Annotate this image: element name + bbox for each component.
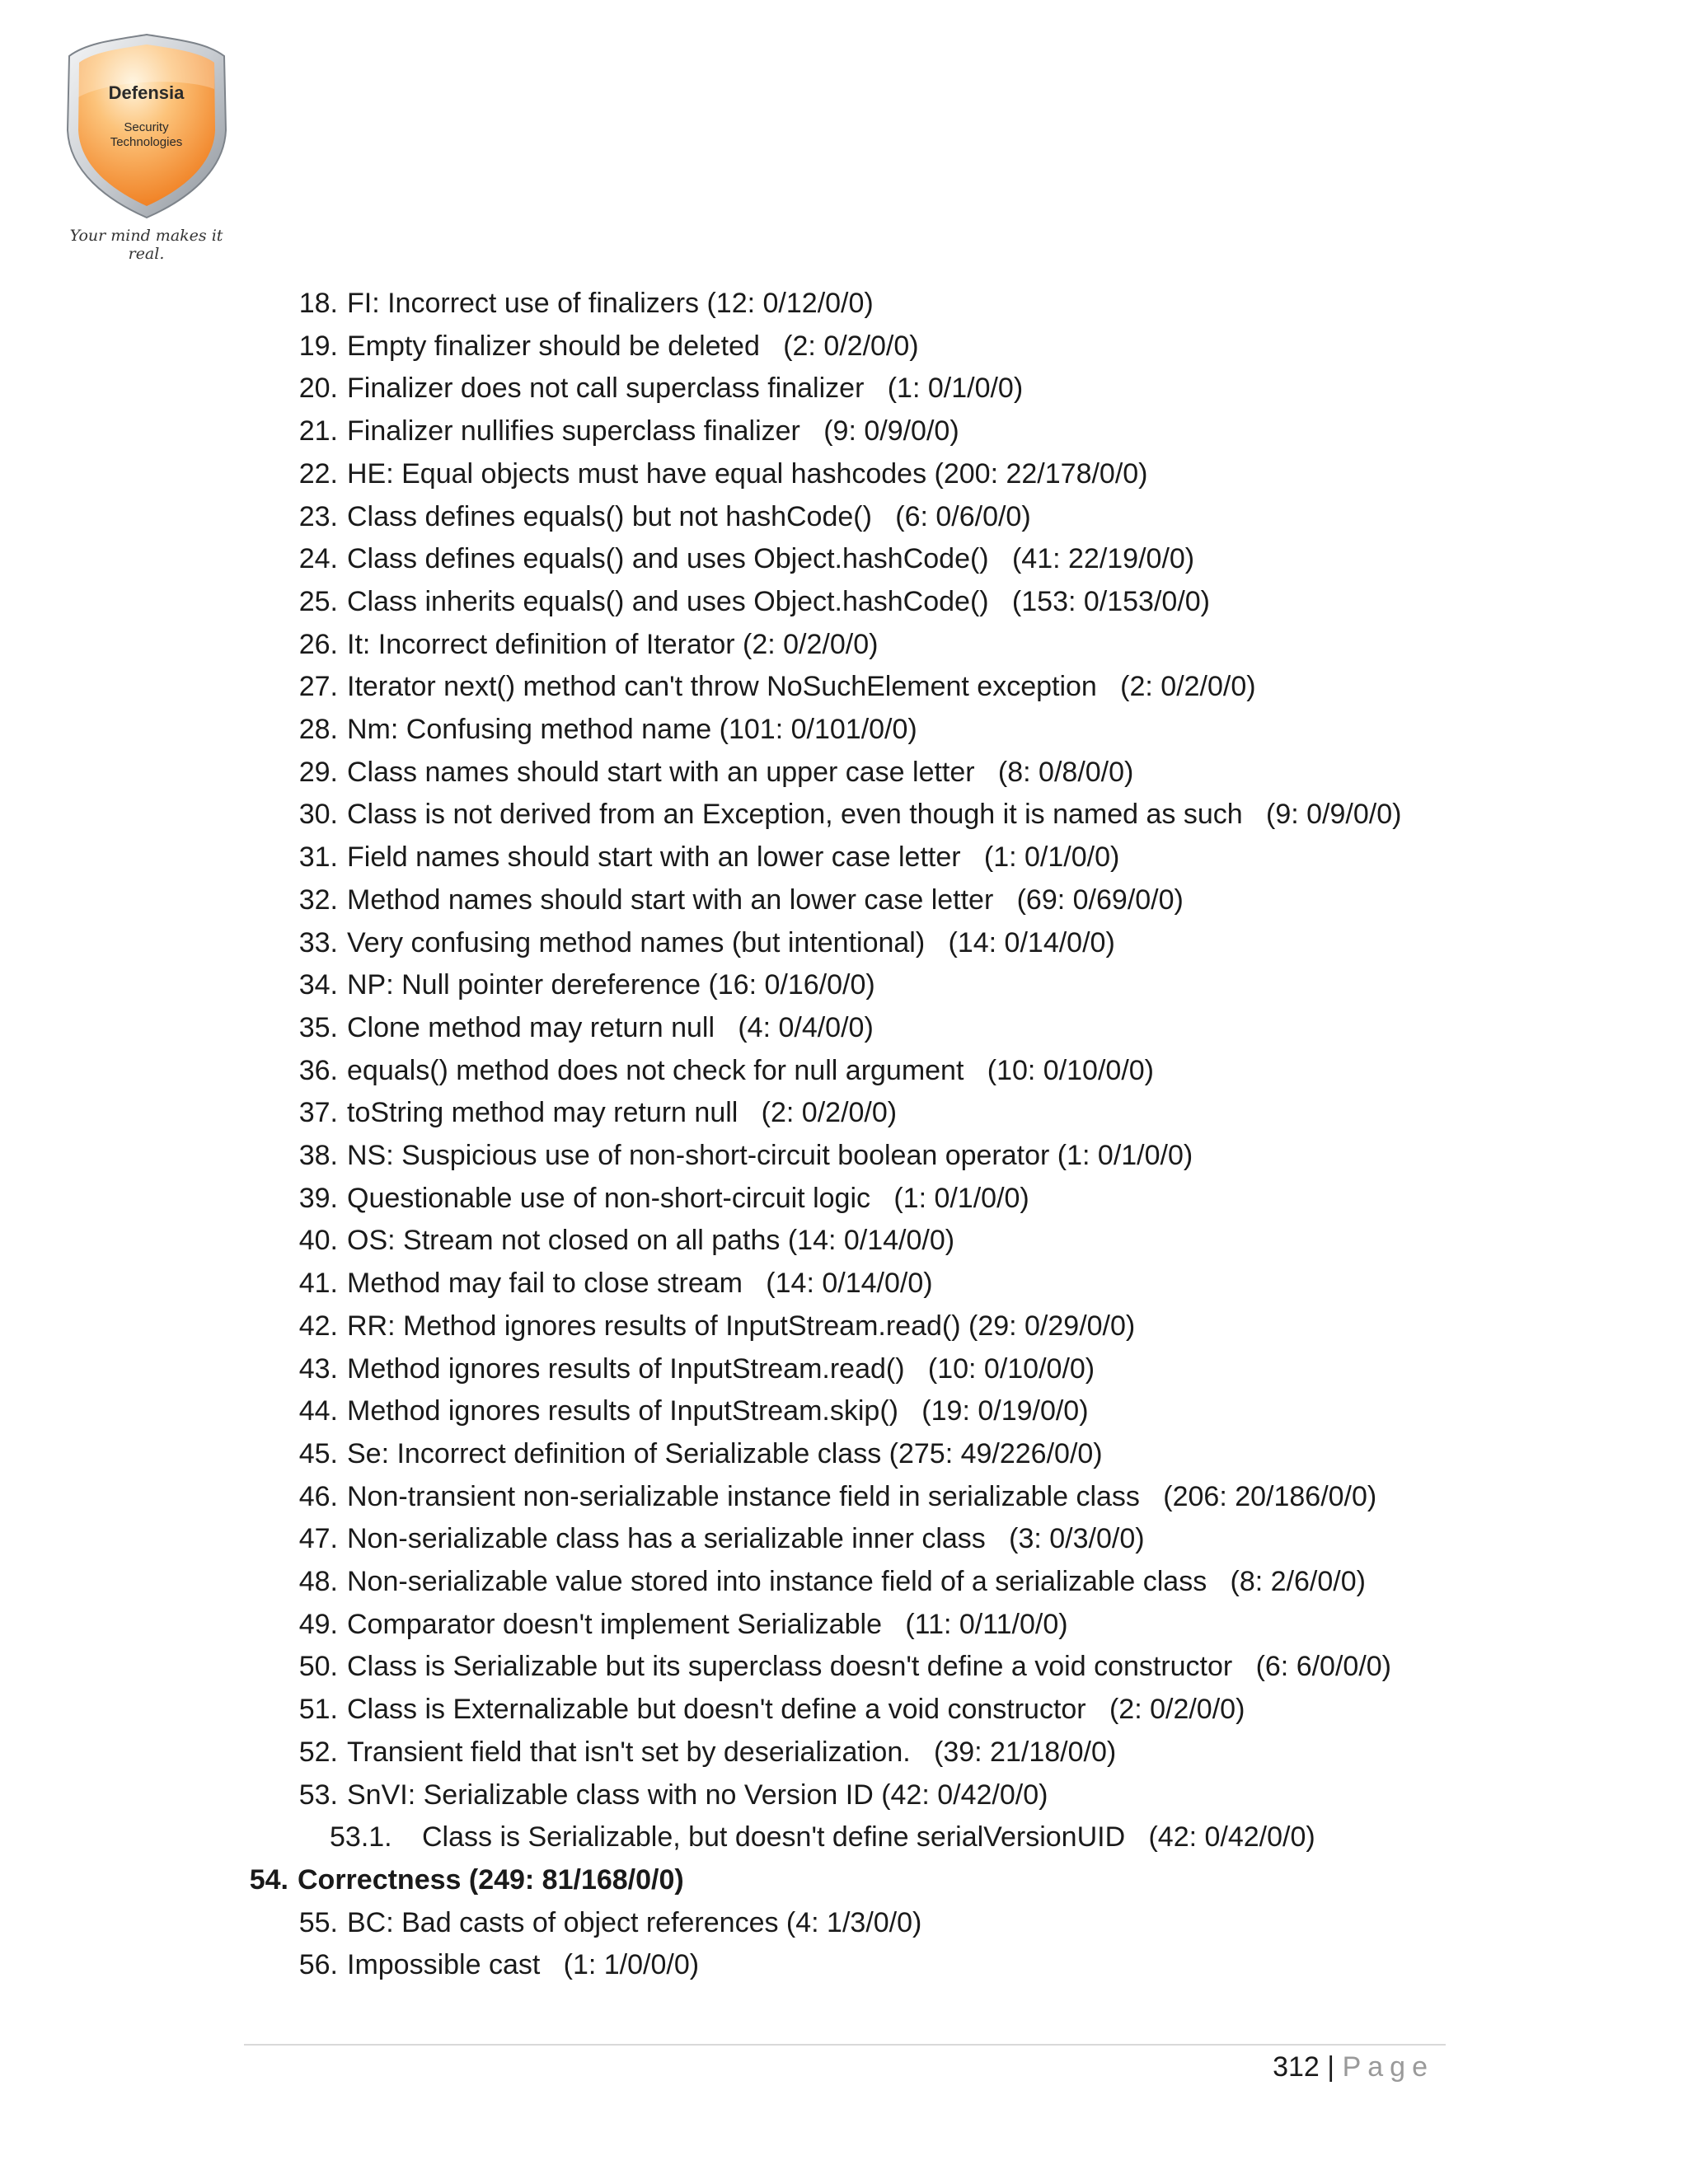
item-number: 20. bbox=[298, 373, 338, 405]
item-number: 24. bbox=[298, 543, 338, 575]
item-text: Transient field that isn't set by deserialization. (39: 21/18/0/0) bbox=[347, 1736, 1117, 1768]
item-number: 51. bbox=[298, 1694, 338, 1726]
item-number: 49. bbox=[298, 1608, 338, 1640]
logo-subtitle bbox=[58, 120, 235, 150]
item-number: 48. bbox=[298, 1566, 338, 1597]
item-text: Method ignores results of InputStream.skip() (19: 0/19/0/0) bbox=[347, 1395, 1089, 1427]
item-number: 52. bbox=[298, 1736, 338, 1768]
item-number: 44. bbox=[298, 1395, 338, 1427]
item-number: 33. bbox=[298, 926, 338, 958]
item-number: 50. bbox=[298, 1651, 338, 1683]
item-text: Class inherits equals() and uses Object.hashCode() (153: 0/153/0/0) bbox=[347, 585, 1210, 617]
item-text: Impossible cast (1: 1/0/0/0) bbox=[347, 1949, 700, 1981]
item-number: 43. bbox=[298, 1352, 338, 1385]
item-number: 56. bbox=[298, 1949, 338, 1981]
page-separator: | bbox=[1327, 2051, 1335, 2083]
item-text: SnVI: Serializable class with no Version ID (42: 0/42/0/0) bbox=[347, 1779, 1048, 1811]
item-text: Method may fail to close stream (14: 0/14/0/0) bbox=[347, 1268, 933, 1300]
logo-tagline: Your mind makes it real. bbox=[69, 227, 223, 263]
item-number: 47. bbox=[298, 1523, 338, 1555]
item-number: 40. bbox=[298, 1225, 338, 1257]
item-number: 27. bbox=[298, 671, 338, 703]
item-number: 18. bbox=[298, 288, 338, 319]
item-text: Empty finalizer should be deleted (2: 0/2/0/0) bbox=[347, 330, 919, 362]
item-text: Comparator doesn't implement Serializable (11: 0/11/0/0) bbox=[347, 1608, 1068, 1640]
item-text: Finalizer nullifies superclass finalizer (9: 0/9/0/0) bbox=[347, 415, 959, 448]
item-number: 25. bbox=[298, 585, 338, 617]
item-text: Correctness (249: 81/168/0/0) bbox=[298, 1863, 684, 1896]
item-text: HE: Equal objects must have equal hashcodes (200: 22/178/0/0) bbox=[347, 457, 1148, 490]
page-label: Page bbox=[1342, 2051, 1434, 2083]
item-text: Iterator next() method can't throw NoSuchElement exception (2: 0/2/0/0) bbox=[347, 671, 1256, 703]
item-text: Class defines equals() and uses Object.hashCode() (41: 22/19/0/0) bbox=[347, 543, 1195, 575]
item-text: Class is Serializable, but doesn't define serialVersionUID (42: 0/42/0/0) bbox=[422, 1821, 1315, 1854]
company-logo bbox=[58, 31, 235, 263]
item-number: 23. bbox=[298, 500, 338, 532]
item-number: 26. bbox=[298, 628, 338, 660]
item-number: 38. bbox=[298, 1140, 338, 1171]
footer-divider bbox=[244, 2044, 1446, 2046]
page-number: 312 bbox=[1273, 2051, 1320, 2083]
item-number: 54. bbox=[249, 1863, 288, 1896]
item-text: It: Incorrect definition of Iterator (2: 0/2/0/0) bbox=[347, 628, 879, 660]
item-number: 30. bbox=[298, 799, 338, 831]
item-number: 19. bbox=[298, 330, 338, 362]
item-text: equals() method does not check for null argument (10: 0/10/0/0) bbox=[347, 1054, 1154, 1086]
item-text: Non-transient non-serializable instance field in serializable class (206: 20/186/0/0) bbox=[347, 1480, 1377, 1512]
item-number: 35. bbox=[298, 1011, 338, 1043]
logo-subtitle-line1: Security bbox=[124, 120, 169, 134]
item-text: Class is not derived from an Exception, even though it is named as such (9: 0/9/0/0) bbox=[347, 799, 1402, 831]
page-footer bbox=[1273, 2046, 1434, 2088]
item-number: 46. bbox=[298, 1480, 338, 1512]
item-text: Class names should start with an upper case letter (8: 0/8/0/0) bbox=[347, 756, 1134, 788]
item-number: 22. bbox=[298, 457, 338, 490]
item-text: Se: Incorrect definition of Serializable class (275: 49/226/0/0) bbox=[347, 1437, 1103, 1469]
item-number: 28. bbox=[298, 714, 338, 745]
item-text: toString method may return null (2: 0/2/0/0) bbox=[347, 1097, 898, 1129]
item-text: Finalizer does not call superclass finalizer (1: 0/1/0/0) bbox=[347, 373, 1024, 405]
item-text: Nm: Confusing method name (101: 0/101/0/0) bbox=[347, 714, 917, 745]
logo-subtitle-line2: Technologies bbox=[110, 135, 183, 149]
item-number: 29. bbox=[298, 756, 338, 788]
item-number: 21. bbox=[298, 415, 338, 448]
item-text: Method names should start with an lower case letter (69: 0/69/0/0) bbox=[347, 883, 1184, 916]
item-number: 37. bbox=[298, 1097, 338, 1129]
item-text: OS: Stream not closed on all paths (14: 0/14/0/0) bbox=[347, 1225, 955, 1257]
item-text: BC: Bad casts of object references (4: 1/3/0/0) bbox=[347, 1906, 922, 1938]
item-number: 36. bbox=[298, 1054, 338, 1086]
item-number: 39. bbox=[298, 1182, 338, 1214]
item-text: Very confusing method names (but intentional) (14: 0/14/0/0) bbox=[347, 926, 1115, 958]
item-text: Non-serializable value stored into instance field of a serializable class (8: 2/6/0/0) bbox=[347, 1566, 1366, 1597]
item-number: 53. bbox=[298, 1779, 338, 1811]
item-number: 31. bbox=[298, 841, 338, 874]
item-text: Class is Externalizable but doesn't define a void constructor (2: 0/2/0/0) bbox=[347, 1694, 1245, 1726]
item-text: Class defines equals() but not hashCode() (6: 0/6/0/0) bbox=[347, 500, 1031, 532]
item-text: Class is Serializable but its superclass doesn't define a void constructor (6: 6/0/0/0) bbox=[347, 1651, 1391, 1683]
item-number: 45. bbox=[298, 1437, 338, 1469]
item-number: 32. bbox=[298, 883, 338, 916]
item-text: NS: Suspicious use of non-short-circuit boolean operator (1: 0/1/0/0) bbox=[347, 1140, 1193, 1171]
item-text: NP: Null pointer dereference (16: 0/16/0/0) bbox=[347, 969, 875, 1001]
item-text: Questionable use of non-short-circuit logic (1: 0/1/0/0) bbox=[347, 1182, 1029, 1214]
logo-brand: Defensia bbox=[108, 82, 185, 103]
item-number: 42. bbox=[298, 1310, 338, 1342]
item-text: FI: Incorrect use of finalizers (12: 0/12/0/0) bbox=[347, 288, 874, 319]
item-text: Clone method may return null (4: 0/4/0/0) bbox=[347, 1011, 874, 1043]
item-text: RR: Method ignores results of InputStream.read() (29: 0/29/0/0) bbox=[347, 1310, 1136, 1342]
item-text: Method ignores results of InputStream.read() (10: 0/10/0/0) bbox=[347, 1352, 1095, 1385]
item-text: Field names should start with an lower case letter (1: 0/1/0/0) bbox=[347, 841, 1120, 874]
item-number: 41. bbox=[298, 1268, 338, 1300]
item-text: Non-serializable class has a serializable inner class (3: 0/3/0/0) bbox=[347, 1523, 1145, 1555]
item-number: 34. bbox=[298, 969, 338, 1001]
item-number: 55. bbox=[298, 1906, 338, 1938]
item-number: 53.1. bbox=[330, 1821, 392, 1854]
